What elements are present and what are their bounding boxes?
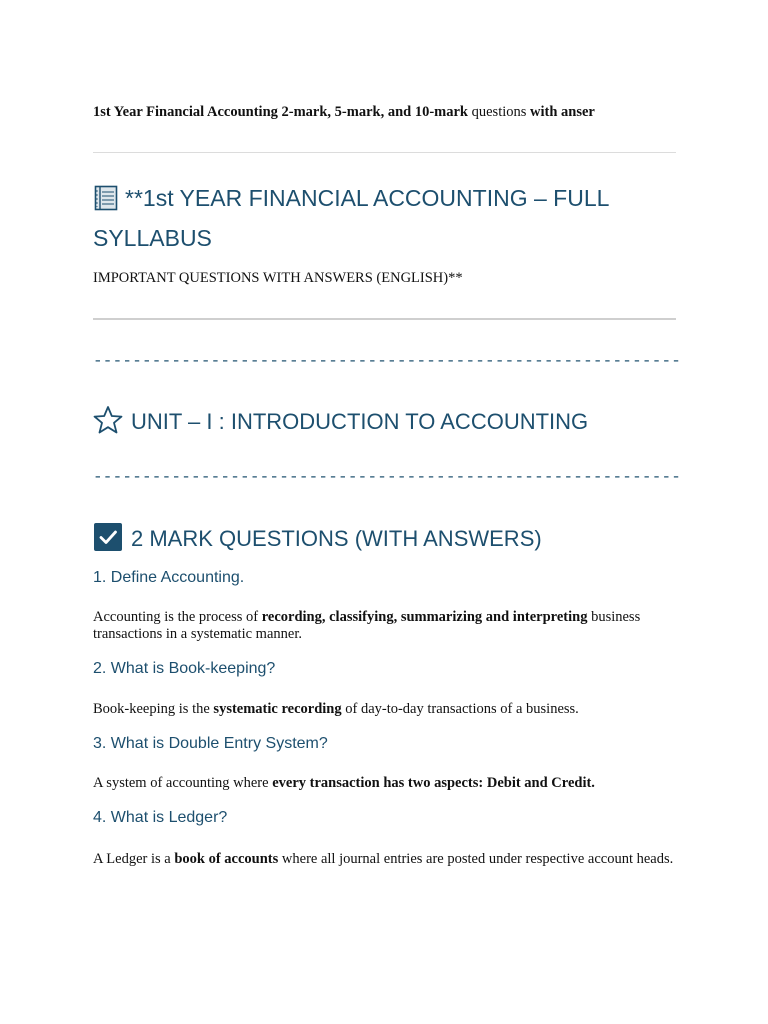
checkbox-icon [93, 522, 123, 560]
document-header [93, 103, 676, 121]
answer-text: Accounting is the process of recording, classifying, summarizing and interpreting business transactions in a systematic manner. [93, 609, 641, 642]
answer-text: Book-keeping is the systematic recording of day-to-day transactions of a business. [93, 701, 579, 717]
divider [93, 318, 676, 320]
dash-separator: ------------------------------------------------------------ [93, 352, 682, 370]
section-heading-text: 2 MARK QUESTIONS (WITH ANSWERS) [131, 526, 542, 551]
dash-separator: ------------------------------------------------------------ [93, 468, 682, 486]
divider [93, 152, 676, 153]
star-icon [93, 405, 123, 443]
unit-heading-text: UNIT – I : INTRODUCTION TO ACCOUNTING [131, 409, 589, 434]
page-title [93, 181, 676, 256]
unit-heading [93, 405, 588, 443]
answer-text: A system of accounting where every transaction has two aspects: Debit and Credit. [93, 775, 595, 791]
question-title: 2. What is Book-keeping? [93, 660, 276, 677]
page-title-text: **1st YEAR FINANCIAL ACCOUNTING – FULL SYLLABUS [93, 185, 609, 251]
section-heading [93, 522, 542, 560]
question-title: 1. Define Accounting. [93, 569, 245, 586]
header-normal-part: questions [471, 104, 527, 120]
header-bold-part: 1st Year Financial Accounting 2-mark, 5-mark, and 10-mark [93, 104, 468, 120]
answer-text: A Ledger is a book of accounts where all journal entries are posted under respective account heads. [93, 851, 674, 867]
header-bold-end: with anser [530, 104, 595, 120]
notebook-icon [93, 185, 119, 221]
question-title: 3. What is Double Entry System? [93, 735, 328, 752]
page-subtitle: IMPORTANT QUESTIONS WITH ANSWERS (ENGLISH)** [93, 270, 463, 286]
question-title: 4. What is Ledger? [93, 809, 228, 826]
